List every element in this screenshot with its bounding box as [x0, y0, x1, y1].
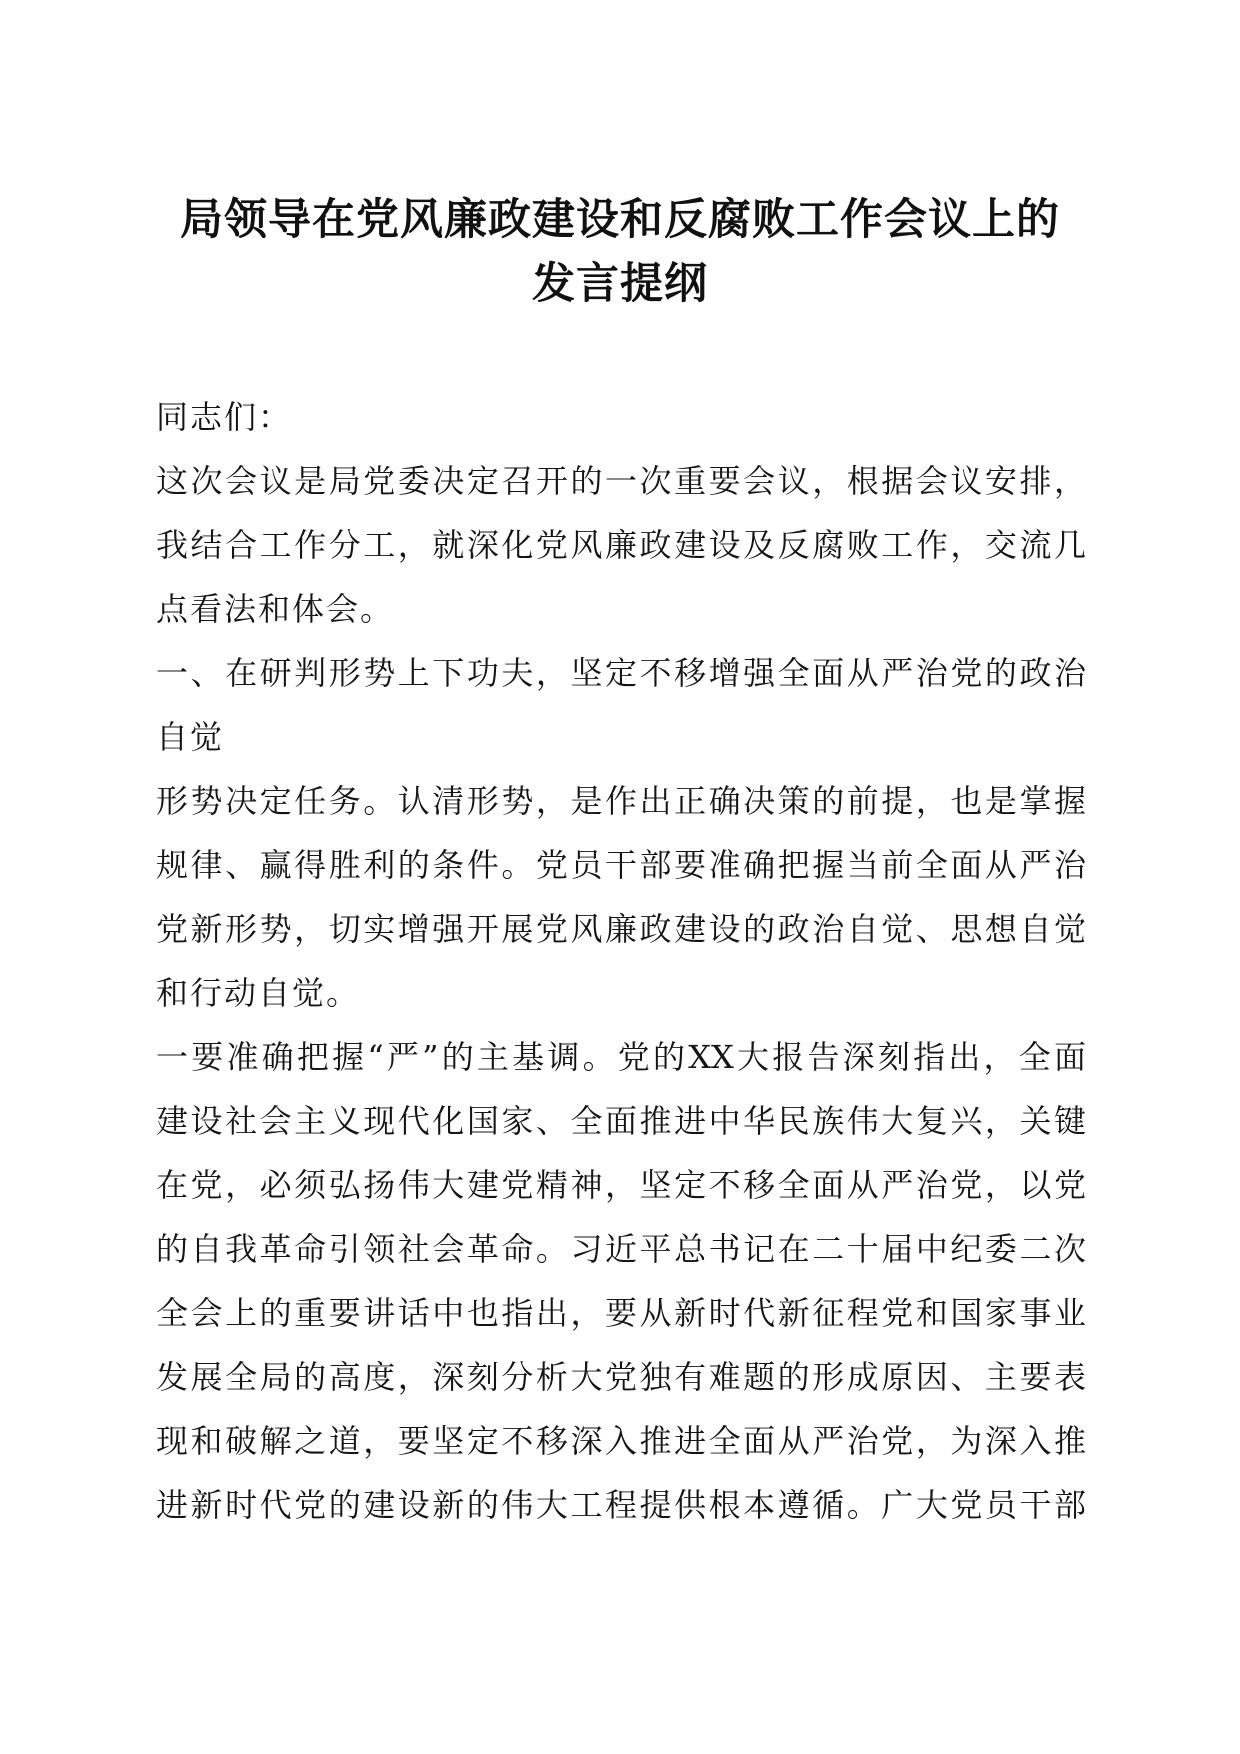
body-line: 一要准确把握“严”的主基调。党的XX大报告深刻指出，全面 — [156, 1038, 1086, 1076]
body-line: 点看法和体会。 — [156, 590, 395, 628]
body-line: 全会上的重要讲话中也指出，要从新时代新征程党和国家事业 — [156, 1294, 1086, 1332]
body-line: 我结合工作分工，就深化党风廉政建设及反腐败工作，交流几 — [156, 526, 1086, 564]
body-line: 的自我革命引领社会革命。习近平总书记在二十届中纪委二次 — [156, 1230, 1086, 1268]
body-line: 一、在研判形势上下功夫，坚定不移增强全面从严治党的政治 — [156, 654, 1086, 692]
body-line: 建设社会主义现代化国家、全面推进中华民族伟大复兴，关键 — [156, 1102, 1086, 1140]
body-line: 这次会议是局党委决定召开的一次重要会议，根据会议安排， — [156, 462, 1086, 500]
body-line: 规律、赢得胜利的条件。党员干部要准确把握当前全面从严治 — [156, 846, 1086, 884]
body-line: 现和破解之道，要坚定不移深入推进全面从严治党，为深入推 — [156, 1422, 1086, 1460]
body-line: 在党，必须弘扬伟大建党精神，坚定不移全面从严治党，以党 — [156, 1166, 1086, 1204]
body-line: 党新形势，切实增强开展党风廉政建设的政治自觉、思想自觉 — [156, 910, 1086, 948]
title-line-1: 局领导在党风廉政建设和反腐败工作会议上的 — [180, 195, 1060, 245]
body-line: 形势决定任务。认清形势，是作出正确决策的前提，也是掌握 — [156, 782, 1086, 820]
body-line: 和行动自觉。 — [156, 974, 361, 1012]
document-title — [150, 188, 1090, 316]
body-line: 自觉 — [156, 718, 225, 756]
body-line: 发展全局的高度，深刻分析大党独有难题的形成原因、主要表 — [156, 1358, 1086, 1396]
body-line: 进新时代党的建设新的伟大工程提供根本遵循。广大党员干部 — [156, 1486, 1086, 1524]
body-line: 同志们： — [156, 398, 293, 436]
title-line-2: 发言提纲 — [532, 259, 708, 309]
document-body — [156, 385, 1086, 1537]
